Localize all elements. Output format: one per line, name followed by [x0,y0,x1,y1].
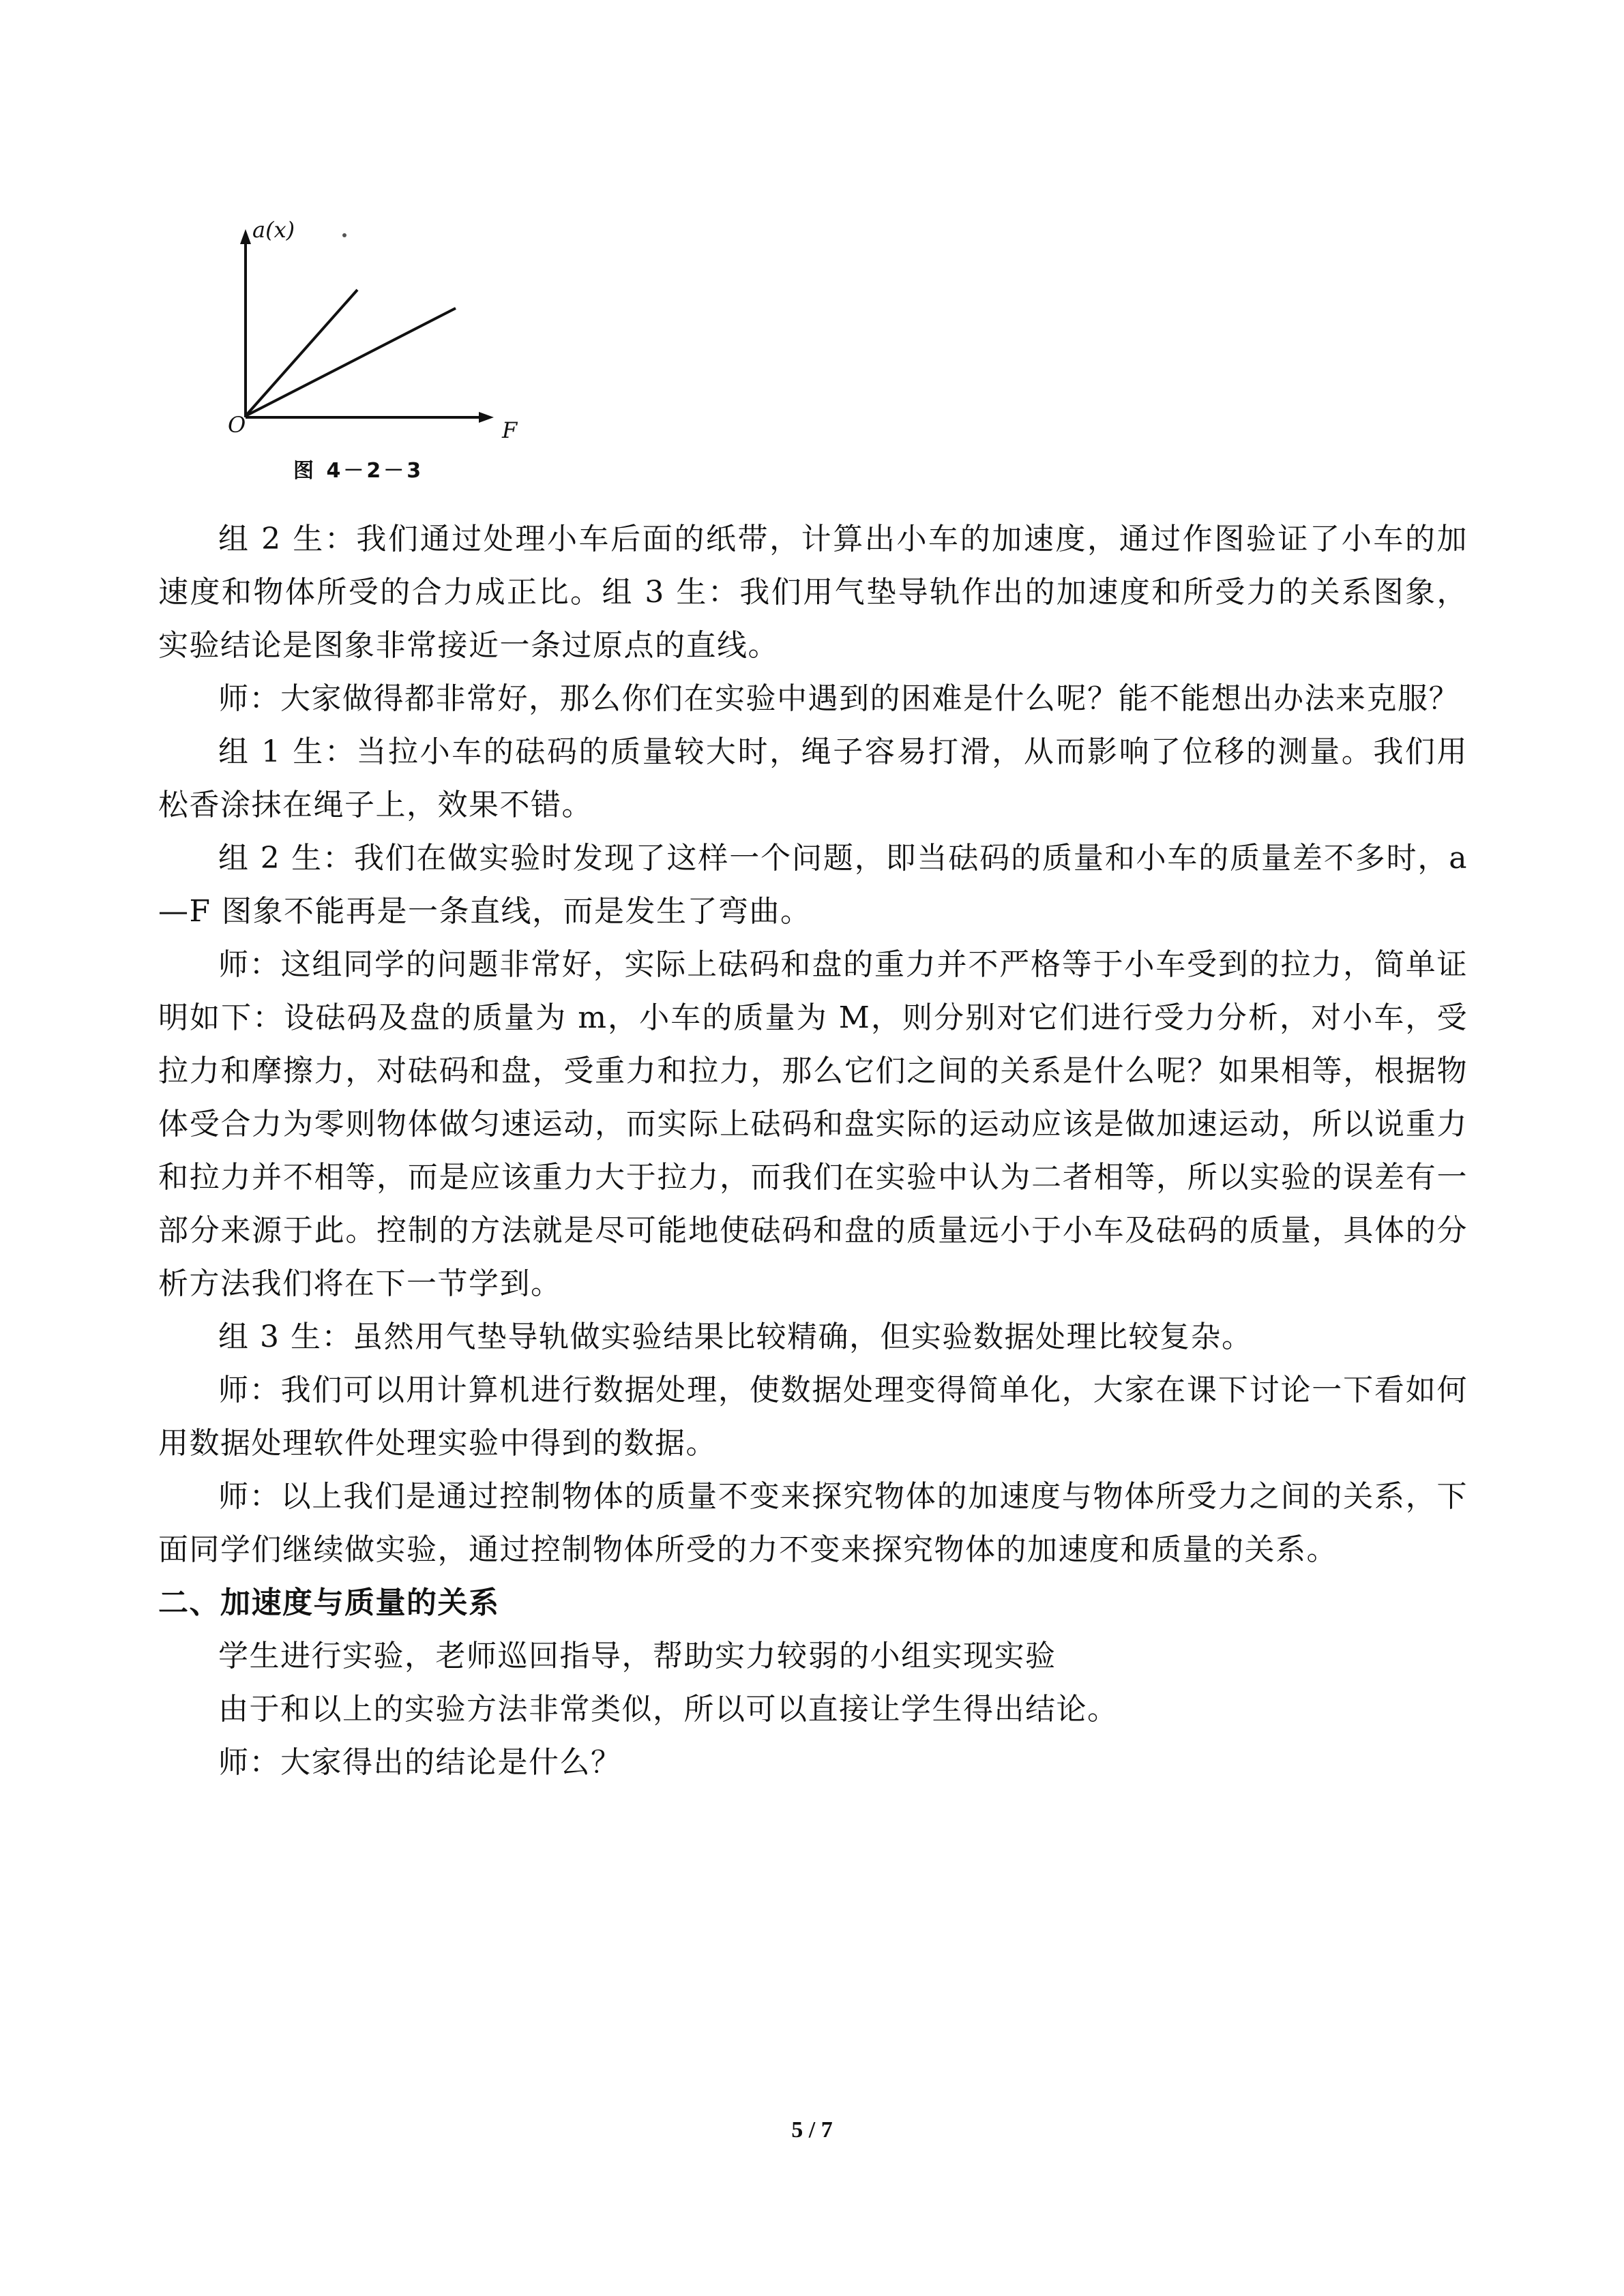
y-axis-arrow [240,229,251,244]
paragraph: 组 3 生：虽然用气垫导轨做实验结果比较精确，但实验数据处理比较复杂。 [218,1320,1253,1354]
paragraph: 师：我们可以用计算机进行数据处理，使数据处理变得简单化，大家在课下讨论一下看如何用数据处理软件处理实验中得到的数据。 [158,1373,1468,1461]
origin-label: O [228,412,246,438]
section-heading: 二、加速度与质量的关系 [158,1585,500,1620]
x-axis-label: F [502,417,518,443]
page-number: 5 / 7 [791,2117,833,2143]
paragraph: 组 1 生：当拉小车的砝码的质量较大时，绳子容易打滑，从而影响了位移的测量。我们用松香涂抹在绳子上，效果不错。 [158,734,1468,822]
y-axis-label: a(x) [252,217,295,243]
figure-a-f-graph [205,205,559,505]
steep-line [246,290,357,416]
paragraph: 组 2 生：我们在做实验时发现了这样一个问题，即当砝码的质量和小车的质量差不多时，a—F 图象不能再是一条直线，而是发生了弯曲。 [158,841,1468,929]
paragraph: 学生进行实验，老师巡回指导，帮助实力较弱的小组实现实验 [218,1639,1057,1673]
paragraph: 师：以上我们是通过控制物体的质量不变来探究物体的加速度与物体所受力之间的关系，下面同学们继续做实验，通过控制物体所受的力不变来探究物体的加速度和质量的关系。 [158,1479,1468,1567]
figure-caption: 图 4－2－3 [293,459,424,483]
paragraph: 由于和以上的实验方法非常类似，所以可以直接让学生得出结论。 [218,1692,1119,1727]
speck [342,233,346,237]
paragraph: 组 2 生：我们通过处理小车后面的纸带，计算出小车的加速度，通过作图验证了小车的加速度和物体所受的合力成正比。组 3 生：我们用气垫导轨作出的加速度和所受力的关系图象，实验结论是图象非常接近一条过原点的直线。 [158,522,1468,663]
document-body [158,513,1468,1789]
paragraph: 师：大家做得都非常好，那么你们在实验中遇到的困难是什么呢？能不能想出办法来克服？ [218,681,1460,716]
shallow-line [246,308,456,416]
paragraph: 师：这组同学的问题非常好，实际上砝码和盘的重力并不严格等于小车受到的拉力，简单证明如下：设砝码及盘的质量为 m，小车的质量为 M，则分别对它们进行受力分析，对小车，受拉力和摩擦力，对砝码和盘，受重力和拉力，那么它们之间的关系是什么呢？如果相等，根据物体受合力为零则物体做匀速运动，而实际上砝码和盘实际的运动应该是做加速运动，所以说重力和拉力并不相等，而是应该重力大于拉力，而我们在实验中认为二者相等，所以实验的误差有一部分来源于此。控制的方法就是尽可能地使砝码和盘的质量远小于小车及砝码的质量，具体的分析方法我们将在下一节学到。 [158,947,1468,1301]
x-axis-arrow [479,412,494,423]
paragraph: 师：大家得出的结论是什么？ [218,1745,622,1780]
